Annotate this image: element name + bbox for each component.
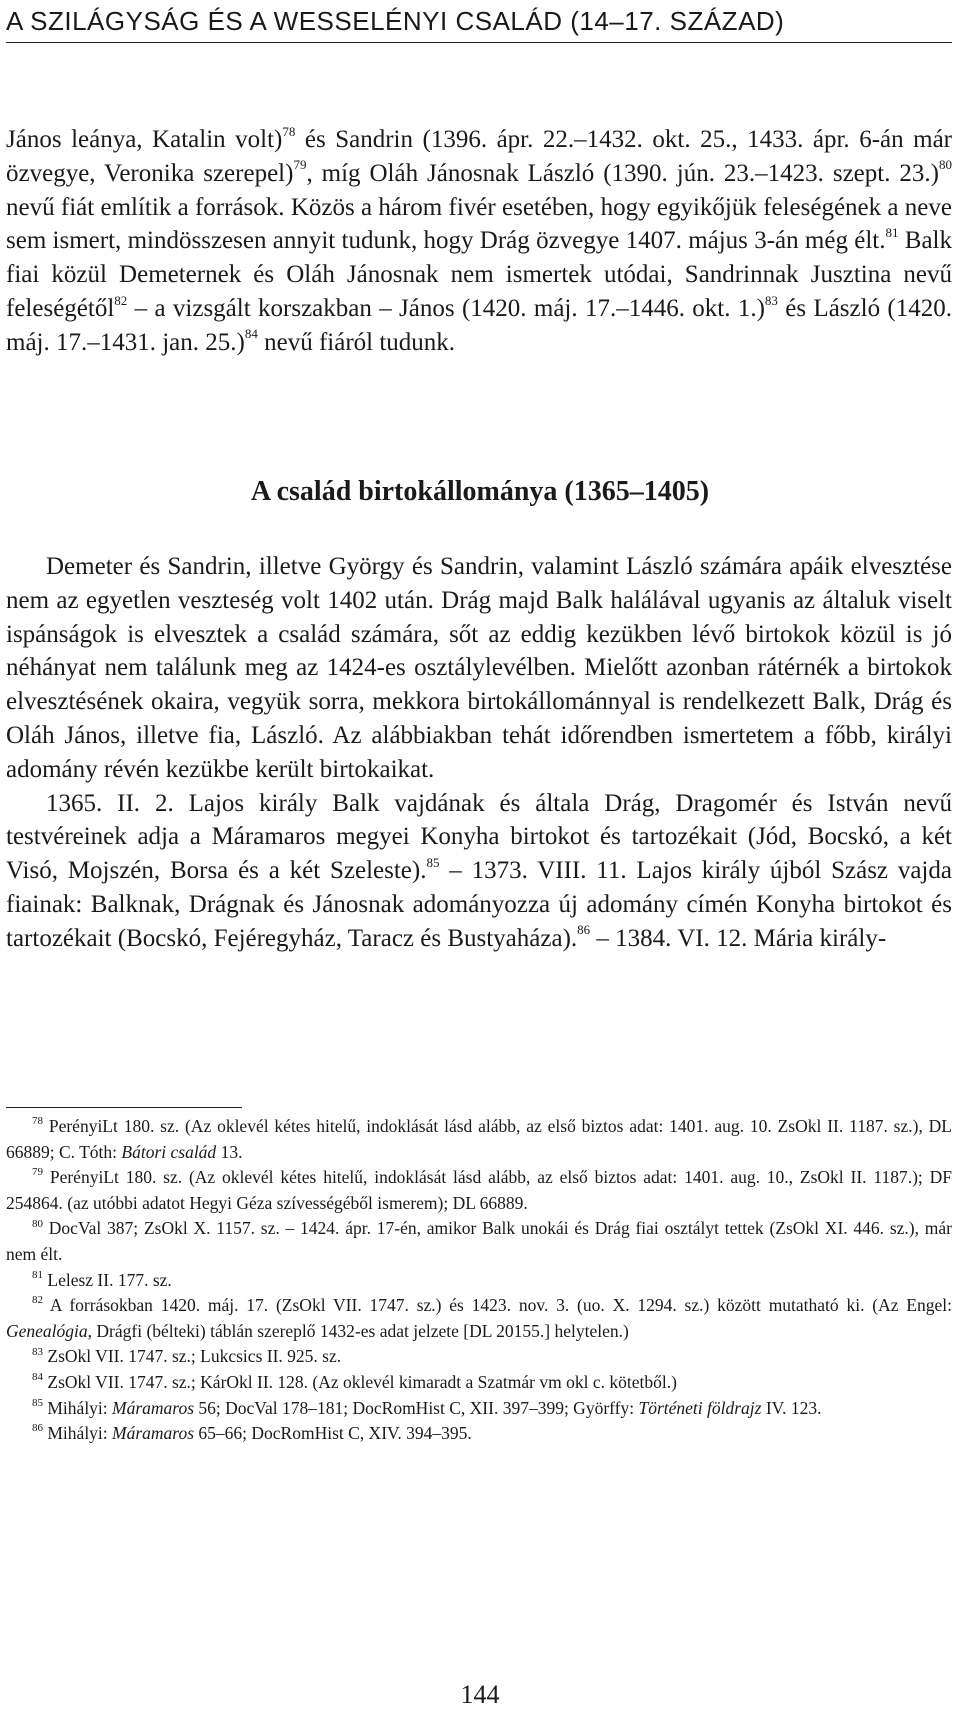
footnote-number: 80 [32, 1217, 43, 1230]
footnote-number: 86 [32, 1422, 43, 1435]
footnote-number: 84 [32, 1371, 43, 1384]
footnote-text: IV. 123. [761, 1397, 822, 1418]
section-body [6, 550, 952, 956]
footnote-text: , Drágfi (bélteki) táblán szereplő 1432-es adat jelzete [DL 20155.] helytelen.) [87, 1320, 629, 1341]
footnote-ref[interactable]: 80 [939, 157, 952, 173]
footnote-text: DocVal 387; ZsOkl X. 1157. sz. – 1424. ápr. 17-én, amikor Balk unokái és Drág fiai osztályt tettek (ZsOkl XI. 446. sz.), már nem élt. [6, 1218, 952, 1264]
footnote-number: 78 [32, 1115, 43, 1128]
body-paragraph: Demeter és Sandrin, illetve György és Sandrin, valamint László számára apáik elvesztése nem az egyetlen veszteség volt 1402 után. Drág majd Balk halálával ugyanis az általuk viselt ispánságok is elvesztek a család számára, sőt az eddig kezükben lévő birtokok közül is jó néhányat nem találunk meg az 1424-es osztálylevélben. Mielőtt azonban rátérnék a birtokok elvesztésének okaira, vegyük sorra, mekkora birtokállománnyal is rendelkezett Balk, Drág és Oláh János, illetve fia, László. Az alábbiakban tehát időrendben ismertetem a főbb, királyi adomány révén kezükbe került birtokaikat. [6, 553, 952, 783]
text-run: Balk fiai közül Demeternek és Oláh Jánosnak nem ismertek utódai, Sandrinnak Jusztina nevű feleségétől [6, 227, 952, 322]
footnote-number: 79 [32, 1166, 43, 1179]
footnote-86 [6, 1421, 952, 1447]
text-run: és Sandrin (1396. ápr. 22.–1432. okt. 25., 1433. ápr. 6-án már özvegye, Veronika szerepel) [6, 126, 952, 187]
footnote-italic: Máramaros [112, 1397, 195, 1418]
footnote-number: 85 [32, 1396, 43, 1409]
footnote-text: PerényiLt 180. sz. (Az oklevél kétes hitelű, indoklását lásd alább, az első biztos adat: 1401. aug. 10., ZsOkl II. 1187.); DF 254864. (az utóbbi adatot Hegyi Géza szívességéből ismerem); DL 66889. [6, 1167, 952, 1213]
footnote-text: Lelesz II. 177. sz. [43, 1269, 172, 1290]
footnote-text: Mihályi: [43, 1423, 113, 1444]
footnote-78 [6, 1114, 952, 1165]
body-paragraph [6, 787, 952, 956]
footnote-ref[interactable]: 85 [426, 854, 440, 870]
footnote-82 [6, 1293, 952, 1344]
page-number: 144 [460, 1680, 500, 1709]
text-run: és László (1420. máj. 17.–1431. jan. 25.) [6, 294, 952, 356]
footnote-italic: Genealógia [6, 1320, 88, 1341]
footnotes [6, 1114, 952, 1447]
text-run: – 1384. VI. 12. Mária király- [590, 924, 887, 952]
footnote-text: ZsOkl VII. 1747. sz.; Lukcsics II. 925. sz. [43, 1346, 342, 1367]
footnote-number: 81 [32, 1268, 43, 1281]
text-run: nevű fiát említik a források. Közös a három fivér esetében, hogy egyikőjük feleségének a neve sem ismert, mindösszesen annyit tudunk, hogy Drág özvegye 1407. május 3-án még élt. [6, 193, 952, 255]
text-run: János leánya, Katalin volt) [6, 126, 283, 153]
footnote-text: PerényiLt 180. sz. (Az oklevél kétes hitelű, indoklását lásd alább, az első biztos adat: 1401. aug. 10. ZsOkl II. 1187. sz.), DL 66889; C. Tóth: [6, 1116, 952, 1162]
running-head [6, 0, 952, 43]
footnote-italic: Történeti földrajz [638, 1397, 762, 1418]
footnote-85 [6, 1396, 952, 1422]
footnote-number: 83 [32, 1345, 43, 1358]
running-head-title: A SZILÁGYSÁG ÉS A WESSELÉNYI CSALÁD (14–17. SZÁZAD) [6, 6, 785, 36]
footnote-text: 13. [216, 1141, 243, 1162]
footnote-80 [6, 1216, 952, 1267]
text-run: nevű fiáról tudunk. [257, 328, 456, 356]
text-run: 1365. II. 2. Lajos király Balk vajdának és általa Drág, Dragomér és István nevű testvéreinek adja a Máramaros megyei Konyha birtokot és tartozékait (Jód, Bocskó, a két Visó, Mojszén, Borsa és a két Szeleste). [6, 789, 952, 885]
footnote-83 [6, 1344, 952, 1370]
body-paragraph [6, 123, 952, 360]
footnote-text: ZsOkl VII. 1747. sz.; KárOkl II. 128. (Az oklevél kimaradt a Szatmár vm okl c. kötetből.) [43, 1371, 677, 1392]
footnote-ref[interactable]: 79 [293, 157, 307, 173]
footnote-text: A forrásokban 1420. máj. 17. (ZsOkl VII. 1747. sz.) és 1423. nov. 3. (uo. X. 1294. sz.) között mutatható ki. (Az Engel: [43, 1295, 952, 1316]
footnote-ref[interactable]: 81 [885, 225, 899, 241]
footnote-79 [6, 1165, 952, 1216]
text-run: , míg Oláh Jánosnak László (1390. jún. 23.–1423. szept. 23.) [306, 159, 939, 187]
footnote-number: 82 [32, 1294, 43, 1307]
footnote-ref[interactable]: 82 [114, 292, 128, 308]
section-heading: A család birtokállománya (1365–1405) [250, 476, 710, 507]
footnote-84 [6, 1370, 952, 1396]
footnote-italic: Máramaros [112, 1423, 195, 1444]
footnote-ref[interactable]: 86 [577, 922, 591, 938]
footnote-ref[interactable]: 83 [764, 292, 778, 308]
footnote-81 [6, 1268, 952, 1294]
footnote-text: Mihályi: [43, 1397, 113, 1418]
footnote-ref[interactable]: 84 [244, 326, 258, 342]
text-run: – a vizsgált korszakban – János (1420. máj. 17.–1446. okt. 1.) [127, 294, 765, 322]
footnote-text: 56; DocVal 178–181; DocRomHist C, XII. 397–399; Györffy: [194, 1397, 639, 1418]
footnote-ref[interactable]: 78 [282, 123, 296, 139]
footnote-text: 65–66; DocRomHist C, XIV. 394–395. [194, 1423, 472, 1444]
text-run: – 1373. VIII. 11. Lajos király újból Szász vajda fiainak: Balknak, Drágnak és Jánosnak adományozza új adomány címén Konyha birtokot és tartozékait (Bocskó, Fejéregyház, Taracz és Bustyaháza). [6, 857, 952, 952]
footnote-italic: Bátori család [121, 1141, 217, 1162]
footnote-divider [6, 1107, 242, 1108]
